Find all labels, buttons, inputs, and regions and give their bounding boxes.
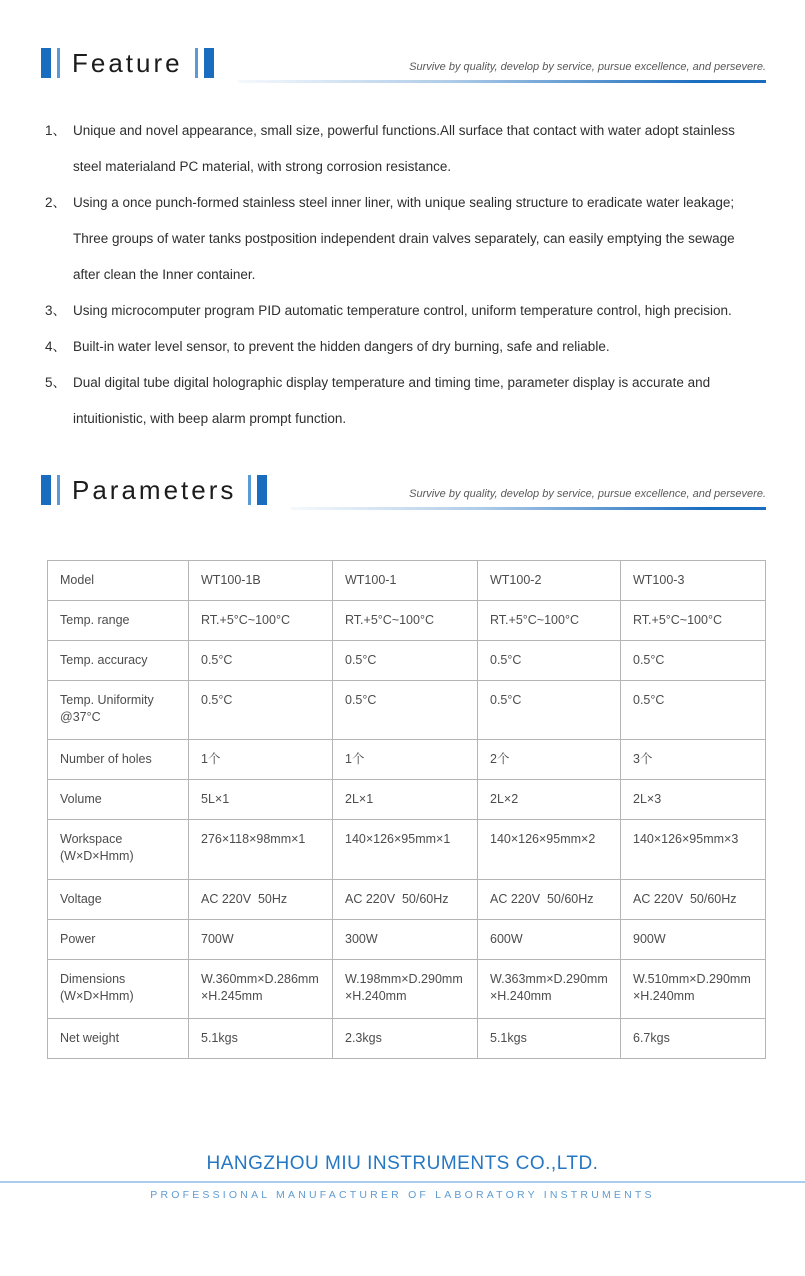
accent-bar-thin-right [248, 475, 251, 505]
feature-item [45, 329, 766, 365]
table-cell: 140×126×95mm×1 [333, 820, 478, 880]
table-cell: W.198mm×D.290mm×H.240mm [333, 960, 478, 1019]
company-name: HANGZHOU MIU INSTRUMENTS CO.,LTD. [206, 1153, 599, 1174]
parameters-tagline: Survive by quality, develop by service, pursue excellence, and persevere. [409, 488, 766, 500]
accent-bar-thin-right [195, 48, 198, 78]
feature-item-text: Unique and novel appearance, small size, powerful functions.All surface that contact with water adopt stainless steel materialand PC material, with strong corrosion resistance. [73, 123, 735, 174]
table-cell: 0.5°C [478, 681, 621, 740]
table-cell: Power [48, 920, 189, 960]
table-cell: 1个 [189, 740, 333, 780]
table-cell: 2L×2 [478, 780, 621, 820]
table-row-temp-uniformity [48, 681, 766, 740]
parameters-title-block [41, 475, 267, 505]
table-cell: 0.5°C [189, 681, 333, 740]
feature-tagline: Survive by quality, develop by service, pursue excellence, and persevere. [409, 61, 766, 73]
feature-list [45, 113, 766, 437]
table-cell: RT.+5°C~100°C [189, 601, 333, 641]
table-cell: 2L×3 [621, 780, 766, 820]
accent-bar-thick-left [41, 48, 51, 78]
table-cell: 2L×1 [333, 780, 478, 820]
table-cell: 1个 [333, 740, 478, 780]
table-cell: 700W [189, 920, 333, 960]
table-cell: AC 220V 50/60Hz [478, 880, 621, 920]
table-cell: W.510mm×D.290mm×H.240mm [621, 960, 766, 1019]
table-cell: 300W [333, 920, 478, 960]
table-cell: 140×126×95mm×3 [621, 820, 766, 880]
table-cell: Dimensions (W×D×Hmm) [48, 960, 189, 1019]
accent-bar-thin-left [57, 475, 60, 505]
table-cell: Model [48, 561, 189, 601]
parameters-section-title: Parameters [72, 475, 237, 505]
table-cell: 5.1kgs [189, 1019, 333, 1059]
table-cell: AC 220V 50/60Hz [621, 880, 766, 920]
table-cell: 6.7kgs [621, 1019, 766, 1059]
page-footer [0, 1153, 805, 1201]
feature-item-number: 3、 [45, 303, 67, 318]
table-cell: Net weight [48, 1019, 189, 1059]
table-cell: 0.5°C [333, 641, 478, 681]
table-cell: Number of holes [48, 740, 189, 780]
table-cell: AC 220V 50Hz [189, 880, 333, 920]
table-cell: 140×126×95mm×2 [478, 820, 621, 880]
table-cell: 0.5°C [189, 641, 333, 681]
feature-section-title: Feature [72, 48, 183, 78]
table-cell: Voltage [48, 880, 189, 920]
table-cell: 3个 [621, 740, 766, 780]
table-cell: Temp. Uniformity @37°C [48, 681, 189, 740]
table-cell: 2.3kgs [333, 1019, 478, 1059]
company-slogan: PROFESSIONAL MANUFACTURER OF LABORATORY INSTRUMENTS [150, 1189, 655, 1201]
feature-item [45, 293, 766, 329]
gradient-divider [291, 507, 766, 510]
table-cell: W.363mm×D.290mm×H.240mm [478, 960, 621, 1019]
table-row-workspace [48, 820, 766, 880]
table-cell: RT.+5°C~100°C [621, 601, 766, 641]
table-row-temp-range [48, 601, 766, 641]
feature-item-text: Dual digital tube digital holographic display temperature and timing time, parameter display is accurate and intuitionistic, with beep alarm prompt function. [73, 375, 711, 426]
table-cell: 600W [478, 920, 621, 960]
accent-bar-thick-left [41, 475, 51, 505]
table-cell: 0.5°C [478, 641, 621, 681]
feature-header-right [238, 48, 766, 83]
table-row-volume [48, 780, 766, 820]
table-cell: 0.5°C [333, 681, 478, 740]
feature-item-text: Using microcomputer program PID automatic temperature control, uniform temperature control, high precision. [73, 303, 732, 318]
table-cell: WT100-1 [333, 561, 478, 601]
table-cell: Temp. range [48, 601, 189, 641]
accent-bar-thick-right [204, 48, 214, 78]
table-row-dimensions [48, 960, 766, 1019]
table-cell: 2个 [478, 740, 621, 780]
feature-item [45, 185, 766, 293]
feature-item [45, 365, 766, 437]
feature-item [45, 113, 766, 185]
table-cell: WT100-2 [478, 561, 621, 601]
parameters-header [41, 475, 766, 510]
specifications-table [47, 560, 766, 1059]
accent-bar-thick-right [257, 475, 267, 505]
table-cell: RT.+5°C~100°C [333, 601, 478, 641]
table-row-model [48, 561, 766, 601]
gradient-divider [238, 80, 766, 83]
table-cell: Temp. accuracy [48, 641, 189, 681]
table-cell: AC 220V 50/60Hz [333, 880, 478, 920]
table-cell: Workspace (W×D×Hmm) [48, 820, 189, 880]
table-cell: 0.5°C [621, 681, 766, 740]
table-cell: WT100-1B [189, 561, 333, 601]
feature-item-text: Using a once punch-formed stainless steel inner liner, with unique sealing structure to eradicate water leakage; Three groups of water tanks postposition independent drain valves separately, can easily emptying the sewage after clean the Inner container. [73, 195, 735, 282]
table-cell: Volume [48, 780, 189, 820]
table-cell: 5.1kgs [478, 1019, 621, 1059]
table-row-number-of-holes [48, 740, 766, 780]
feature-item-number: 5、 [45, 375, 67, 390]
table-cell: W.360mm×D.286mm×H.245mm [189, 960, 333, 1019]
feature-title-block [41, 48, 214, 78]
table-row-power [48, 920, 766, 960]
accent-bar-thin-left [57, 48, 60, 78]
parameters-header-right [291, 475, 766, 510]
table-cell: 900W [621, 920, 766, 960]
footer-divider [0, 1181, 805, 1183]
table-row-net-weight [48, 1019, 766, 1059]
table-cell: RT.+5°C~100°C [478, 601, 621, 641]
feature-item-number: 1、 [45, 123, 67, 138]
table-cell: WT100-3 [621, 561, 766, 601]
table-cell: 5L×1 [189, 780, 333, 820]
table-row-voltage [48, 880, 766, 920]
table-row-temp-accuracy [48, 641, 766, 681]
feature-header [41, 48, 766, 83]
feature-item-number: 2、 [45, 195, 67, 210]
table-cell: 0.5°C [621, 641, 766, 681]
feature-item-text: Built-in water level sensor, to prevent the hidden dangers of dry burning, safe and reliable. [73, 339, 610, 354]
table-cell: 276×118×98mm×1 [189, 820, 333, 880]
feature-item-number: 4、 [45, 339, 67, 354]
